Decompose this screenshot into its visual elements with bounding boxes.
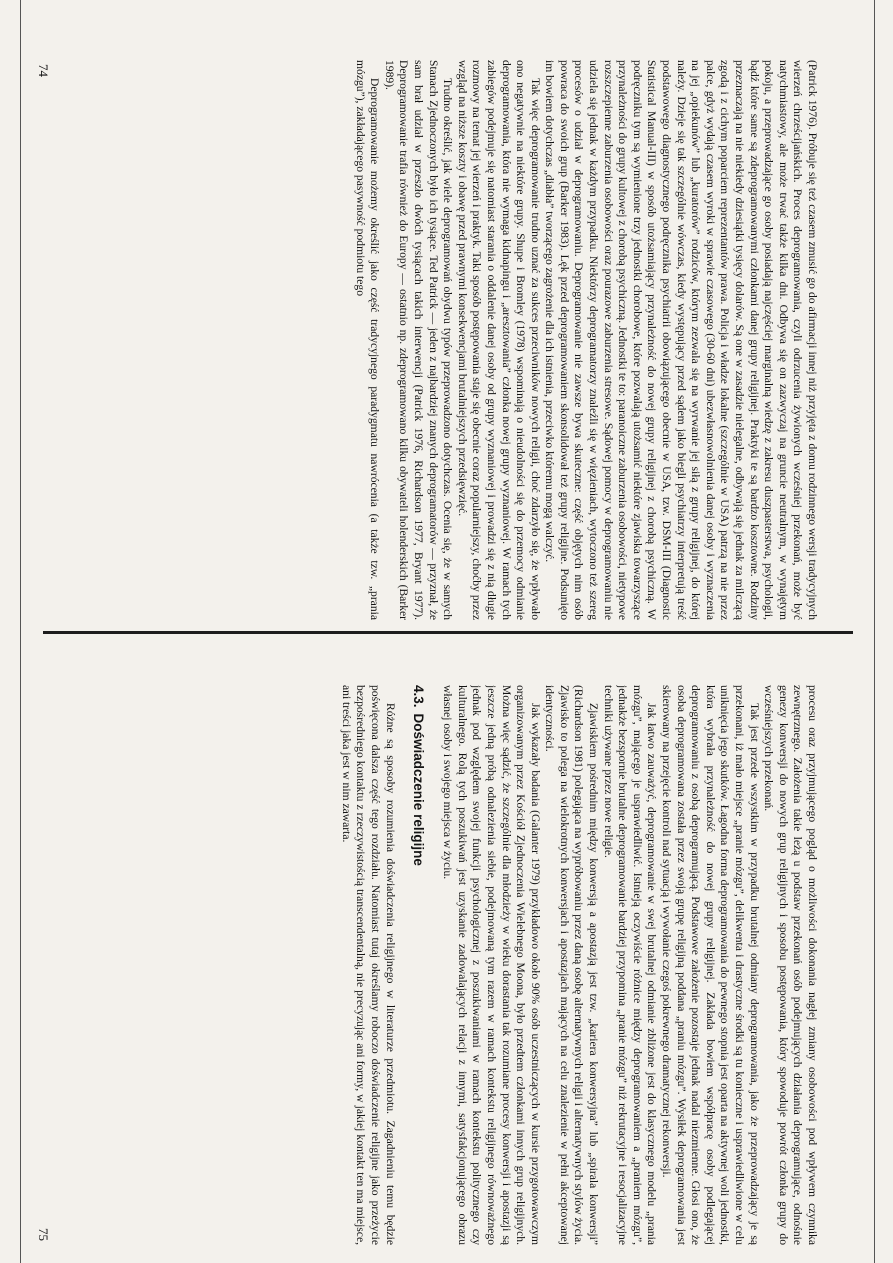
right-paragraph-2: Tak jest przede wszystkim w przypadku brutalnej odmiany deprogramowania, jako że przeprowadzający je są przekonani, iż mało miejsce „pranie mózgu”, delikwenta i drastyczne środki są tu konieczne i usprawiedliwione w celu uniknięcia jego skutków. Łagodna forma deprogramowania do pewnego stopnia jest oparta na aktywnej woli jednostki, która wybrała przynależność do nowej grupy religijnej. Zakłada bowiem współpracę osoby podlegającej deprogramowaniu z osobą deprogramującą. Podstawowe założenie pozostaje jednak nadal niezmienne. Głosi ono, że osoba deprogramowana została przez swoją grupę religijną poddana „praniu mózgu”. Wysiłek deprogramowania jest skierowany na przejęcie kontroli nad sytuacją i wywołanie czegoś pokrewnego dramatycznej rekonwersji.: [660, 685, 761, 1245]
left-paragraph-2: Tak więc deprogramowanie trudno uznać za sukces przeciwników nowych religii, choć zdarzyło się, że wpływało ono negatywnie na niektóre grupy. Shupe i Bromley (1978) wspominają o nieudolności się do przemocy odmianie deprogramowania, która nie wymaga kidnapingu i „aresztowania” członka nowej grupy wyznaniowej. W ramach tych zabiegów podejmuje się natomiast starania o oddalenie danej osoby od grupy wyznaniowej i prowadzi się z nią długie rozmowy na temat jej wierzeń i praktyk. Taki sposób postępowania staje się obecnie coraz popularniejszy, choćby przez wzgląd na niższe koszty i obawę przed prawnymi konsekwencjami brutalniejszych przedsięwzięć.: [455, 60, 542, 620]
section-title: Doświadczenie religijne: [410, 713, 426, 866]
section-number: 4.3.: [410, 685, 426, 708]
scan-edge-line-bottom: [20, 0, 21, 1263]
left-paragraph-3: Trudno określić, jak wiele deprogramowań obydwu typów przeprowadzono dotychczas. Ocenia się, że w samych Stanach Zjednoczonych było ich tysiące. Ted Patrick — jeden z najbardziej znanych deprogramatorów — przyznał, że sam brał udział w przeszło dwóch tysiącach takich interwencji (Patrick 1976, Richardson 1977, Bryant 1977). Deprogramowanie trafia również do Europy — ostatnio np. zdeprogramowano kilku obywateli holenderskich (Barker 1989).: [382, 60, 455, 620]
right-paragraph-1: procesu oraz przyjmującego pogląd o możliwości dokonania nagłej zmiany osobowości pod wpływem czynnika zewnętrznego. Założenia takie leżą u podstaw przekonań osób podejmujących działania deprogramujące, odnośnie genezy konwersji do nowych grup religijnych i sposobu postępowania, który spowoduje powrót członka grupy do wcześniejszych przekonań.: [762, 685, 819, 1245]
right-page: [29, 685, 819, 1245]
scan-edge-line: [874, 0, 875, 1263]
left-page: [29, 60, 819, 620]
page-number-left: 74: [36, 64, 51, 77]
right-paragraph-3: Jak łatwo zauważyć, deprogramowanie w swej brutalnej odmianie zbliżone jest do klasycznego modelu „prania mózgu”, mającego je usprawiedliwić. Istnieją oczywiście różnice między deprogramowaniem a „praniem mózgu”, jednakże bezspornie brutalne deprogramowanie bardziej przypomina „pranie mózgu” niż rekrutacyjne i resocjalizacyjne techniki używane przez nowe religie.: [601, 685, 659, 1245]
section-heading: [411, 685, 426, 1245]
right-paragraph-6: Różne są sposoby rozumienia doświadczenia religijnego w literaturze przedmiotu. Zagadnieniu temu będzie poświęcona dalsza część tego rozdziału. Natomiast tutaj określamy roboczo doświadczenie religijne jako przeżycie bezpośredniego kontaktu z rzeczywistością transcendentalną, nie precyzując ani formy, w jakiej kontakt ten ma miejsce, ani treści jaka jest w nim zawarta.: [339, 685, 397, 1245]
left-paragraph-1: (Patrick 1976). Próbuje się też czasem zmusić go do afirmacji innej niż przyjęta z domu rodzinnego wersji tradycyjnych wierzeń chrześcijańskich. Proces deprogramowania, czyli odrzucenia żywionych wcześniej przekonań, może być natychmiastowy, ale może trwać także kilka dni. Odbywa się on zazwyczaj na gruncie neutralnym, w wynajętym pokoju, a przeprowadzające go osoby posiadają najczęściej marginalną wiedzę z zakresu duszpasterstwa, psychologii, bądź które same są zdeprogramowanymi członkami danej grupy religijnej. Praktyki te są bardzo kosztowne. Rodziny przeznaczają na nie niekiedy dziesiątki tysięcy dolarów. Są one w zasadzie nielegalne, odbywają się jednak za milczącą zgodą i z cichym poparciem reprezentantów prawa. Policja i władze lokalne (szczególnie w USA) patrzą na nie przez palce, gdyż wydają czasem wyroki w sprawie czasowego (30-60 dni) ubezwłasnowolnienia danej osoby i wyznaczenia na jej „opiekunów” lub „kuratorów” rodziców, którym zezwala się na wyrwanie jej siłą z grupy religijnej, do której należy. Dzieje się tak szczególnie wówczas, kiedy występujący przed sądem jako biegli psychiatrzy interpretują treść podstawowego diagnostycznego podręcznika psychiatrii obowiązującego obecnie w USA, tzw. DSM-III (Diagnostic Statistical Manual-III) w sposób utożsamiający przynależność do nowej grupy religijnej z chorobą psychiczną. W podręczniku tym są wymienione trzy jednostki chorobowe, które pozwalają utożsamić niektóre zjawiska towarzyszące przynależności do grupy kultowej z chorobą psychiczną. Jednostki te to: paranoiczne zaburzenia osobowości, nietypowe rozszczepienne zaburzenia osobowości oraz pourazowe zaburzenia stresowe. Sądowej pomocy w deprogramowaniu nie udziela się jednak w każdym przypadku. Niektórzy deprogramatorzy znaleźli się w więzieniach, wytoczono też szereg procesów o udział w deprogramowaniu. Deprogramowanie nie zawsze bywa skuteczne: część objętych nim osób powraca do swoich grup (Barker 1983). Lęk przed deprogramowaniem skonsolidował też grupy religijne. Podsunięto im bowiem dotychczas „diabła” tworzącego zagrożenie dla ich istnienia, przeciwko któremu mogą walczyć.: [543, 60, 819, 620]
right-paragraph-4: Zjawiskiem pośrednim między konwersją a apostazją jest tzw. „kariera konwersyjna” lub „spirala konwersji” (Richardson 1981) polegająca na wypróbowaniu przez daną osobę alternatywnych religii i alternatywnych stylów życia. Zjawisko to polega na wielokrotnych konwersjach i apostazjach mających na celu znalezienie w pełni akceptowanej identyczności.: [543, 685, 601, 1245]
right-paragraph-5: Jak wykazały badania (Galanter 1979) przykładowo około 90% osób uczestniczących w kursie przygotowawczym organizowanym przez Kościół Zjednoczenia Wielebnego Moona, było przedtem członkami innych grup religijnych. Można więc sądzić, że szczególnie dla młodzieży w wieku dorastania tak rozumiane procesy konwersji i apostazji są jeszcze jedną próbą odnalezienia siebie, podejmowaną tym razem w ramach kontekstu religijnego równoważnego jednak pod względem swojej funkcji psychologicznej z poszukiwaniami w ramach kontekstu politycznego czy kulturalnego. Rolą tych poszukiwań jest uzyskanie zadowalających relacji z innymi, satysfakcjonującego obrazu własnej osoby i swojego miejsca w życiu.: [441, 685, 542, 1245]
left-paragraph-4: Deprogramowanie możemy określić jako część tradycyjnego paradygmatu nawrócenia (a także tzw. „prania mózgu”), zakładającego pasywność podmiotu tego: [353, 60, 382, 620]
book-gutter: [43, 631, 853, 634]
page-number-right: 75: [36, 1228, 51, 1241]
